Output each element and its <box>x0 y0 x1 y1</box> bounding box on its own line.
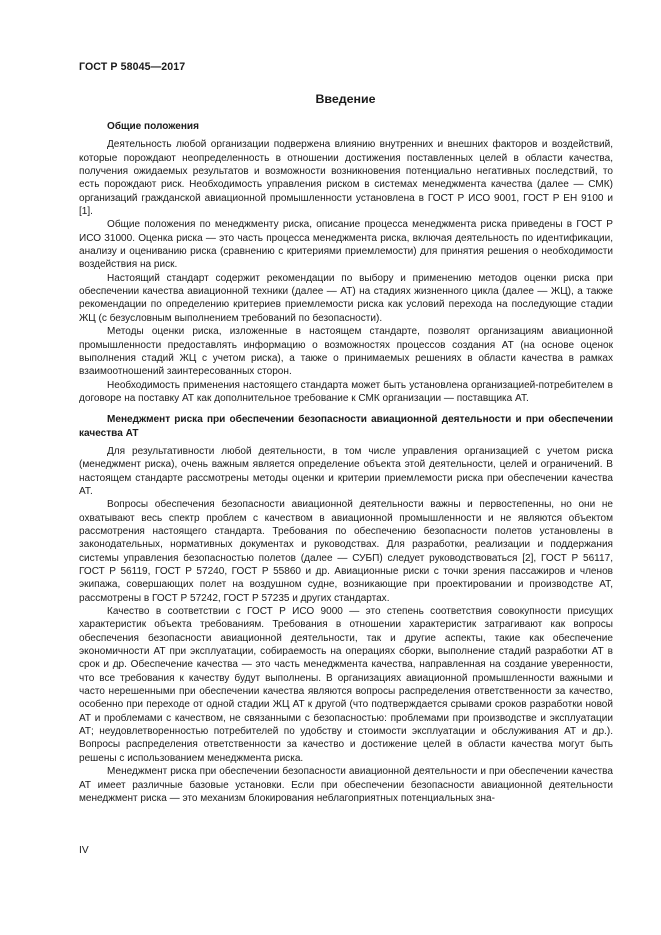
paragraph: Методы оценки риска, изложенные в настоящем стандарте, позволят организациям авиационной промышленности предоставлять информацию о возможностях процессов создания АТ (на основе оценок выполнения стадий ЖЦ с учетом риска), а также о принимаемых решениях в области качества в рамках взаимоотношений заинтересованных сторон. <box>79 326 613 378</box>
paragraph: Менеджмент риска при обеспечении безопасности авиационной деятельности и при обеспечении качества АТ имеет различные базовые установки. Если при обеспечении безопасности авиационной деятельности менеджмент риска — это механизм блокирования неблагоприятных потенциальных зна- <box>79 766 613 804</box>
paragraph: Качество в соответствии с ГОСТ Р ИСО 9000 — это степень соответствия совокупности присущих характеристик объекта требованиям. Требования в отношении характеристик затрагивают как вопросы обеспечения безопасности авиационной деятельности, так и другие аспекты, такие как обеспечение экономичности АТ при эксплуатации, собираемость на операциях сборки, выполнение стадий разработки АТ в срок и др. Обеспечение качества — это часть менеджмента качества, направленная на создание уверенности, что все требования к качеству будут выполнены. В организациях авиационной промышленности важными и часто нерешенными при обеспечении качества являются вопросы распределения ответственности за качество, особенно при переходе от одной стадии ЖЦ АТ к другой (что подтверждается срывами сроков разработки новой АТ и проблемами с качеством, не связанными с безопасностью: проблемами при производстве и эксплуатации АТ; неудовлетворенностью потребителей по удобству и стоимости эксплуатации и обслуживания АТ и др.). Вопросы распределения ответственности за качество и достижение целей в области качества могут быть решены с использованием менеджмента риска. <box>79 606 613 764</box>
paragraph: Деятельность любой организации подвержена влиянию внутренних и внешних факторов и воздействий, которые порождают неопределенность в отношении достижения поставленных целей в области качества, получения ожидаемых результатов и возможности возникновения потенциально негативных последствий, то есть порождают риск. Необходимость управления риском в системах менеджмента качества (далее — СМК) организаций гражданской авиационной промышленности установлена в ГОСТ Р ИСО 9001, ГОСТ Р ЕН 9100 и [1]. <box>79 139 613 218</box>
paragraph: Вопросы обеспечения безопасности авиационной деятельности важны и первостепенны, но они не охватывают весь спектр проблем с качеством в авиационной промышленности и не являются объектом рассмотрения настоящего стандарта. Требования по обеспечению безопасности полетов установлены в законодательных, нормативных документах и руководствах. Для разработки, реализации и поддержания системы управления безопасностью полетов (далее — СУБП) следует руководствоваться [2], ГОСТ Р 56117, ГОСТ Р 56119, ГОСТ Р 57240, ГОСТ Р 55860 и др. Авиационные риски с точки зрения пассажиров и членов экипажа, совершающих полет на воздушном судне, возникающие при проектировании и производстве АТ, рассмотрены в ГОСТ Р 57242, ГОСТ Р 57235 и других стандартах. <box>79 499 613 604</box>
paragraph: Необходимость применения настоящего стандарта может быть установлена организацией-потребителем в договоре на поставку АТ как дополнительное требование к СМК организации — поставщика АТ. <box>79 379 613 404</box>
paragraph: Общие положения по менеджменту риска, описание процесса менеджмента риска приведены в ГОСТ Р ИСО 31000. Оценка риска — это часть процесса менеджмента риска, включая деятельность по идентификации, анализу и оцениванию риска (сравнению с критериями приемлемости) для принятия решения о необходимости воздействия на риск. <box>79 219 613 271</box>
page-number: IV <box>79 845 89 856</box>
document-code: ГОСТ Р 58045—2017 <box>79 61 186 73</box>
section-title: Введение <box>315 92 376 106</box>
paragraph: Настоящий стандарт содержит рекомендации по выбору и применению методов оценки риска при обеспечении качества авиационной техники (далее — АТ) на стадиях жизненного цикла (далее — ЖЦ), а также рекомендации по определению критериев приемлемости риска как условий перехода на последующие стадии ЖЦ (с безусловным выполнением требований по безопасности). <box>79 272 613 324</box>
section-spacer <box>79 405 613 413</box>
paragraph: Для результативности любой деятельности, в том числе управления организацией с учетом риска (менеджмент риска), очень важным является определение объекта этой деятельности, целей и ограничений. В настоящем стандарте рассмотрены методы оценки и критерии приемлемости риска при обеспечении качества АТ. <box>79 445 613 497</box>
subsection-heading-general: Общие положения <box>107 121 199 132</box>
document-body <box>79 120 613 805</box>
subsection-heading-risk-management: Менеджмент риска при обеспечении безопасности авиационной деятельности и при обеспечении качества АТ <box>79 414 613 439</box>
